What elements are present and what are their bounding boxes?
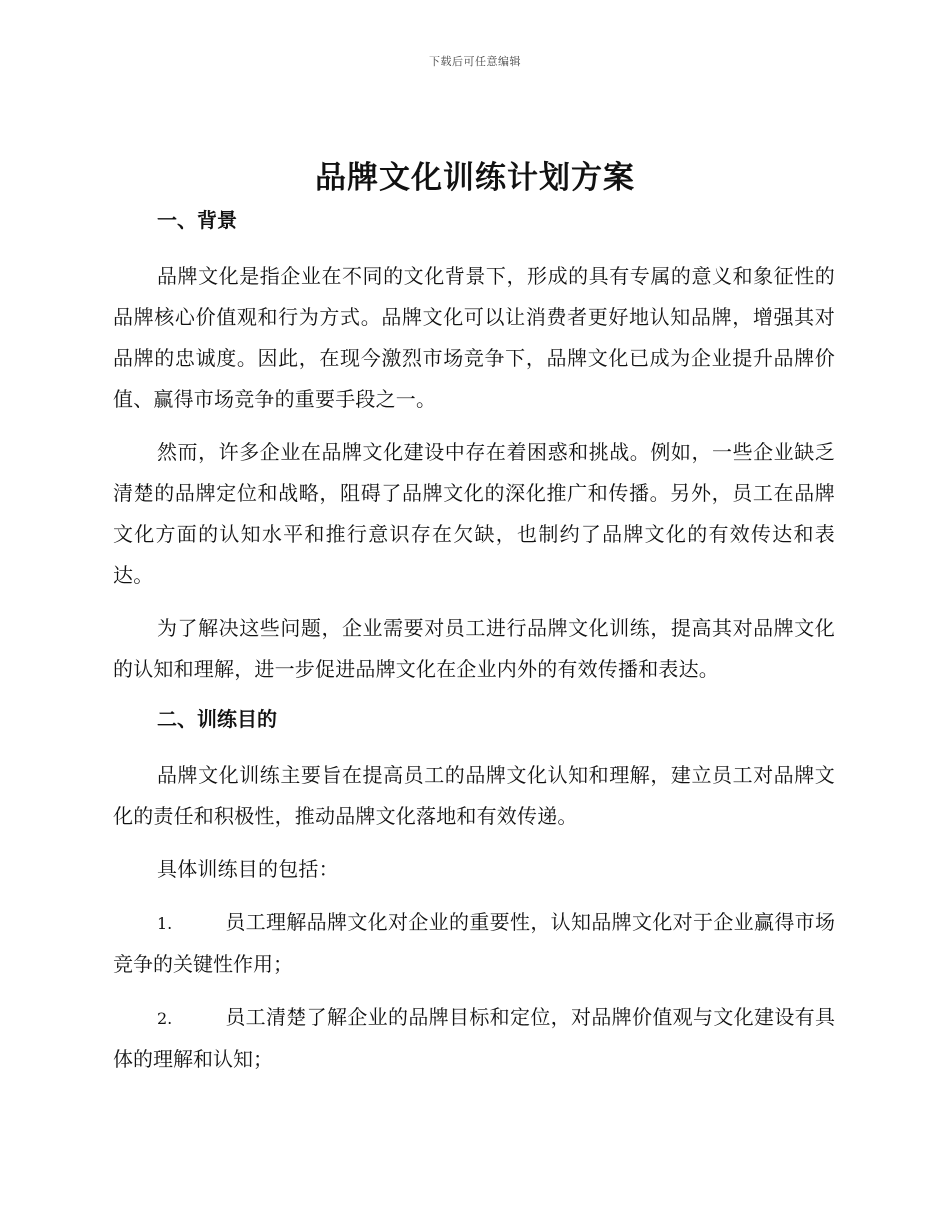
page-header: 下载后可任意编辑 (429, 55, 521, 68)
list-number: 2. (157, 1009, 173, 1028)
document-body (113, 203, 835, 1092)
document-title: 品牌文化训练计划方案 (315, 160, 635, 196)
list-item-text: 员工清楚了解企业的品牌目标和定位，对品牌价值观与文化建设有具体的理解和认知； (113, 1005, 835, 1071)
list-item-text: 员工理解品牌文化对企业的重要性，认知品牌文化对于企业赢得市场竞争的关键性作用； (113, 910, 835, 976)
section-heading-objectives: 二、训练目的 (157, 707, 277, 731)
list-item (113, 902, 835, 985)
paragraph: 品牌文化是指企业在不同的文化背景下，形成的具有专属的意义和象征性的品牌核心价值观和行为方式。品牌文化可以让消费者更好地认知品牌，增强其对品牌的忠诚度。因此，在现今激烈市场竞争下，品牌文化已成为企业提升品牌价值、赢得市场竞争的重要手段之一。 (113, 264, 835, 411)
list-item (113, 997, 835, 1080)
paragraph: 为了解决这些问题，企业需要对员工进行品牌文化训练，提高其对品牌文化的认知和理解，进一步促进品牌文化在企业内外的有效传播和表达。 (113, 616, 835, 681)
paragraph: 具体训练目的包括： (157, 857, 339, 881)
section-heading-background: 一、背景 (157, 208, 237, 232)
list-number: 1. (157, 914, 173, 933)
paragraph: 然而，许多企业在品牌文化建设中存在着困惑和挑战。例如，一些企业缺乏清楚的品牌定位和战略，阻碍了品牌文化的深化推广和传播。另外，员工在品牌文化方面的认知水平和推行意识存在欠缺，也制约了品牌文化的有效传达和表达。 (113, 440, 835, 587)
paragraph: 品牌文化训练主要旨在提高员工的品牌文化认知和理解，建立员工对品牌文化的责任和积极性，推动品牌文化落地和有效传递。 (113, 763, 835, 828)
